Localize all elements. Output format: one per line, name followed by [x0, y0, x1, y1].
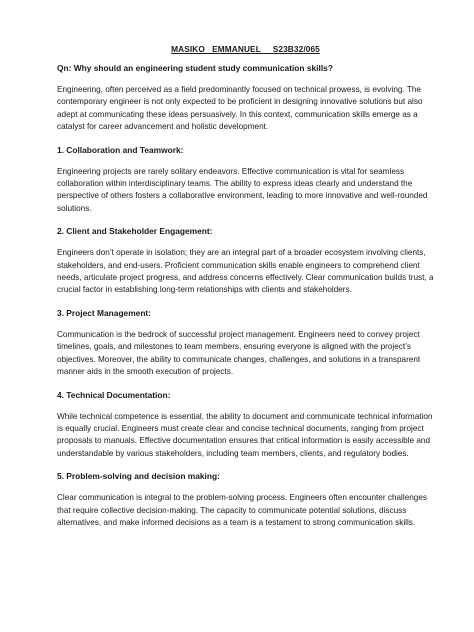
section-heading-client-engagement: 2. Client and Stakeholder Engagement:: [57, 226, 213, 237]
section-body-client-engagement: Engineers don’t operate in isolation; they are an integral part of a broader ecosystem involving clients, stakeholders, and end-users. Proficient communication skills enable engineers to comprehend client needs, articulate project progress, and address concerns effectively. Clear communication builds trust, a crucial factor in establishing long-term relationships with clients and stakeholders.: [57, 248, 434, 295]
section-body-technical-documentation: While technical competence is essential, the ability to document and communicate technical information is equally crucial. Engineers must create clear and concise technical documents, ranging from project proposals to manuals. Effective documentation ensures that critical information is easily accessible and understandable by various stakeholders, including team members, clients, and regulatory bodies.: [57, 411, 433, 458]
section-heading-project-management: 3. Project Management:: [57, 307, 152, 318]
intro-paragraph: Engineering, often perceived as a field predominantly focused on technical prowess, is evolving. The contemporary engineer is not only expected to be proficient in designing innovative solutions but also adept at communicating these ideas persuasively. In this context, communication skills emerge as a catalyst for career advancement and holistic development.: [57, 85, 423, 132]
section-heading-technical-documentation: 4. Technical Documentation:: [57, 389, 171, 400]
author-header: MASIKO EMMANUEL S23B32/065: [171, 44, 320, 54]
question-title: Qn: Why should an engineering student study communication skills?: [57, 63, 333, 73]
section-heading-collaboration: 1. Collaboration and Teamwork:: [57, 144, 184, 155]
section-body-project-management: Communication is the bedrock of successful project management. Engineers need to convey project timelines, goals, and milestones to team members, ensuring everyone is aligned with the project’s objectives. Moreover, the ability to communicate changes, challenges, and solutions in a transparent manner aids in the smooth execution of projects.: [57, 329, 421, 377]
section-body-collaboration: Engineering projects are rarely solitary endeavors. Effective communication is vital for seamless collaboration within interdisciplinary teams. The ability to express ideas clearly and understand the perspective of others fosters a collaborative environment, leading to more innovative and well-rounded solutions.: [57, 166, 428, 213]
section-body-problem-solving: Clear communication is integral to the problem-solving process. Engineers often encounter challenges that require collective decision-making. The capacity to communicate potential solutions, discuss alternatives, and make informed decisions as a team is a testament to strong communication skills.: [57, 493, 428, 527]
section-heading-problem-solving: 5. Problem-solving and decision making:: [57, 471, 220, 482]
